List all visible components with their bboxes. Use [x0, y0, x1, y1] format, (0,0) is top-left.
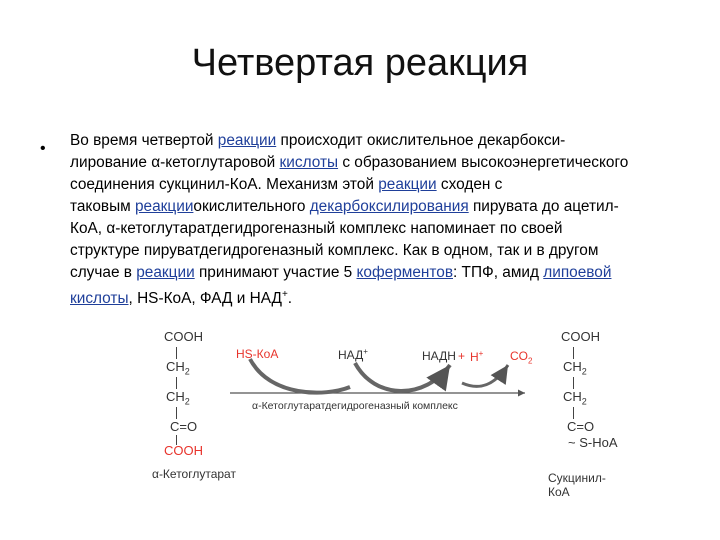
reagent-co2 — [510, 349, 532, 365]
paragraph-line — [70, 196, 690, 218]
h-text: H — [470, 350, 479, 364]
paragraph-line — [70, 284, 690, 310]
paragraph-line — [70, 174, 690, 196]
right-group-thioester: ~ S-HoA — [568, 435, 618, 450]
ch-text: CH — [563, 389, 582, 404]
co-text: CO — [510, 349, 528, 363]
left-group-cooh-bottom: COOH — [164, 443, 203, 458]
reaction-diagram — [150, 325, 620, 499]
ch-text: CH — [166, 389, 185, 404]
body-paragraph — [70, 130, 690, 310]
text-link[interactable]: кислоты — [279, 154, 339, 171]
subscript: 2 — [528, 356, 533, 366]
text-segment: Во время четвертой — [70, 132, 218, 149]
text-segment: КоА, α-кетоглутаратдегидрогеназный комплекс напоминает по своей — [70, 220, 563, 237]
superscript: + — [363, 347, 368, 356]
text-segment: соединения сукцинил-КоА. Механизм этой — [70, 176, 379, 193]
nad-curve — [355, 363, 450, 391]
paragraph-line — [70, 152, 690, 174]
co2-curve — [462, 365, 508, 386]
ch-text: CH — [563, 359, 582, 374]
text-segment: сходен с — [436, 176, 503, 193]
ch-text: CH — [166, 359, 185, 374]
text-link[interactable]: коферментов — [356, 264, 453, 281]
text-segment: пирувата до ацетил- — [468, 198, 619, 215]
bullet-point: • — [40, 140, 46, 157]
text-segment: с образованием высокоэнергетического — [338, 154, 629, 171]
subscript: 2 — [581, 396, 587, 407]
text-link[interactable]: декарбоксилирования — [309, 198, 469, 215]
paragraph-line — [70, 240, 690, 262]
subscript: 2 — [184, 366, 190, 377]
text-link[interactable]: реакции — [378, 176, 437, 193]
left-group-co: C=O — [170, 419, 198, 434]
text-segment: структуре пируватдегидрогеназный комплекс. Как в одном, так и в другом — [70, 242, 599, 259]
reagent-nadh: НАДН — [422, 349, 456, 363]
text-link[interactable]: реакции — [217, 132, 277, 149]
page-title: Четвертая реакция — [191, 42, 529, 84]
text-segment: окислительного — [193, 198, 310, 215]
subscript: 2 — [184, 396, 190, 407]
text-segment: принимают участие 5 — [194, 264, 357, 281]
paragraph-line — [70, 218, 690, 240]
reagent-nad — [338, 347, 368, 362]
paragraph-line — [70, 130, 690, 152]
hs-coa-curve — [250, 359, 350, 393]
text-link[interactable]: кислоты — [70, 290, 129, 308]
text-segment: , HS-КоА, ФАД и НАД — [128, 290, 282, 308]
right-molecule-name: Сукцинил-КоА — [548, 471, 606, 499]
left-molecule-name: α-Кетоглутарат — [152, 467, 236, 481]
text-link[interactable]: реакции — [135, 198, 194, 215]
text-segment: . — [287, 290, 293, 308]
superscript: + — [281, 289, 288, 300]
text-segment: : ТПФ, амид — [453, 264, 544, 281]
paragraph-line — [70, 262, 690, 284]
right-group-cooh: COOH — [561, 329, 600, 344]
reagent-h — [470, 349, 483, 364]
text-segment: таковым — [70, 198, 135, 215]
right-group-co: C=O — [567, 419, 595, 434]
left-group-cooh-top: COOH — [164, 329, 203, 344]
enzyme-label: α-Кетоглутаратдегидрогеназный комплекс — [252, 400, 458, 412]
text-segment: происходит окислительное декарбокси- — [276, 132, 566, 149]
text-link[interactable]: реакции — [136, 264, 195, 281]
nad-text: НАД — [338, 348, 364, 362]
reagent-plus: + — [458, 349, 466, 363]
text-segment: лирование α-кетоглутаровой — [70, 154, 280, 171]
text-segment: случае в — [70, 264, 137, 281]
reagent-hs-coa: HS-КоА — [236, 347, 279, 361]
superscript: + — [478, 349, 484, 358]
text-link[interactable]: липоевой — [543, 264, 612, 281]
subscript: 2 — [581, 366, 587, 377]
